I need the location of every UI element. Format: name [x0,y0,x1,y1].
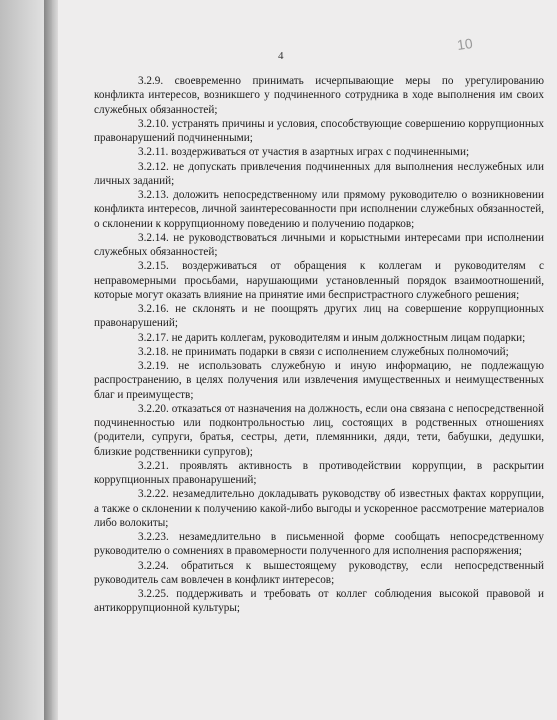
clause-3-2-15: 3.2.15. воздерживаться от обращения к коллегам и руководителям с неправомерными просьбами, нарушающими установленный порядок взаимоотношений, которые могут оказать влияние на принятие ими беспристрастного служебного решения; [94,260,544,301]
clause-3-2-21: 3.2.21. проявлять активность в противодействии коррупции, в раскрытии коррупционных правонарушений; [94,459,544,486]
clause-3-2-22: 3.2.22. незамедлительно докладывать руководству об известных фактах коррупции, а также о склонении к получению какой-либо выгоды и ускоренное рассмотрение материалов либо волокиты; [94,488,544,529]
clause-3-2-25: 3.2.25. поддерживать и требовать от коллег соблюдения высокой правовой и антикоррупционной культуры; [94,588,544,615]
clause-3-2-19: 3.2.19. не использовать служебную и иную информацию, не подлежащую распространению, в целях получения или извлечения имущественных и неимущественных благ и преимуществ; [94,360,544,401]
clause-3-2-12: 3.2.12. не допускать привлечения подчиненных для выполнения неслужебных или личных заданий; [94,160,544,187]
page-number: 4 [278,50,284,62]
clause-3-2-24: 3.2.24. обратиться к вышестоящему руководству, если непосредственный руководитель сам вовлечен в конфликт интересов; [94,559,544,586]
clause-3-2-23: 3.2.23. незамедлительно в письменной форме сообщать непосредственному руководителю о сомнениях в правомерности полученного для исполнения распоряжения; [94,531,544,558]
clause-3-2-10: 3.2.10. устранять причины и условия, способствующие совершению коррупционных правонарушений подчиненными; [94,117,544,144]
clause-3-2-14: 3.2.14. не руководствоваться личными и корыстными интересами при исполнении служебных обязанностей; [94,231,544,258]
clause-3-2-18: 3.2.18. не принимать подарки в связи с исполнением служебных полномочий; [138,345,509,358]
document-body [94,74,544,616]
clause-3-2-20: 3.2.20. отказаться от назначения на должность, если она связана с непосредственной подчиненностью или подконтрольностью лиц, состоящих в родственных отношениях (родители, супруги, братья, сестры, дети, племянники, дяди, тети, бабушки, дедушки, близкие родственники супругов); [94,402,544,458]
clause-3-2-16: 3.2.16. не склонять и не поощрять других лиц на совершение коррупционных правонарушений; [94,303,544,330]
clause-3-2-13: 3.2.13. доложить непосредственному или прямому руководителю о возникновении конфликта интересов, личной заинтересованности при исполнении служебных обязанностей, о склонении к коррупционному поведению и получению подарков; [94,189,544,230]
corner-page-mark: 10 [455,34,474,54]
binding-shadow [44,0,58,720]
document-page [52,0,557,720]
clause-3-2-9: 3.2.9. своевременно принимать исчерпывающие меры по урегулированию конфликта интересов, возникшего у подчиненного сотрудника в ходе выполнения им своих служебных обязанностей; [94,75,544,116]
clause-3-2-17: 3.2.17. не дарить коллегам, руководителям и иным должностным лицам подарки; [138,331,526,344]
clause-3-2-11: 3.2.11. воздерживаться от участия в азартных играх с подчиненными; [138,146,470,159]
